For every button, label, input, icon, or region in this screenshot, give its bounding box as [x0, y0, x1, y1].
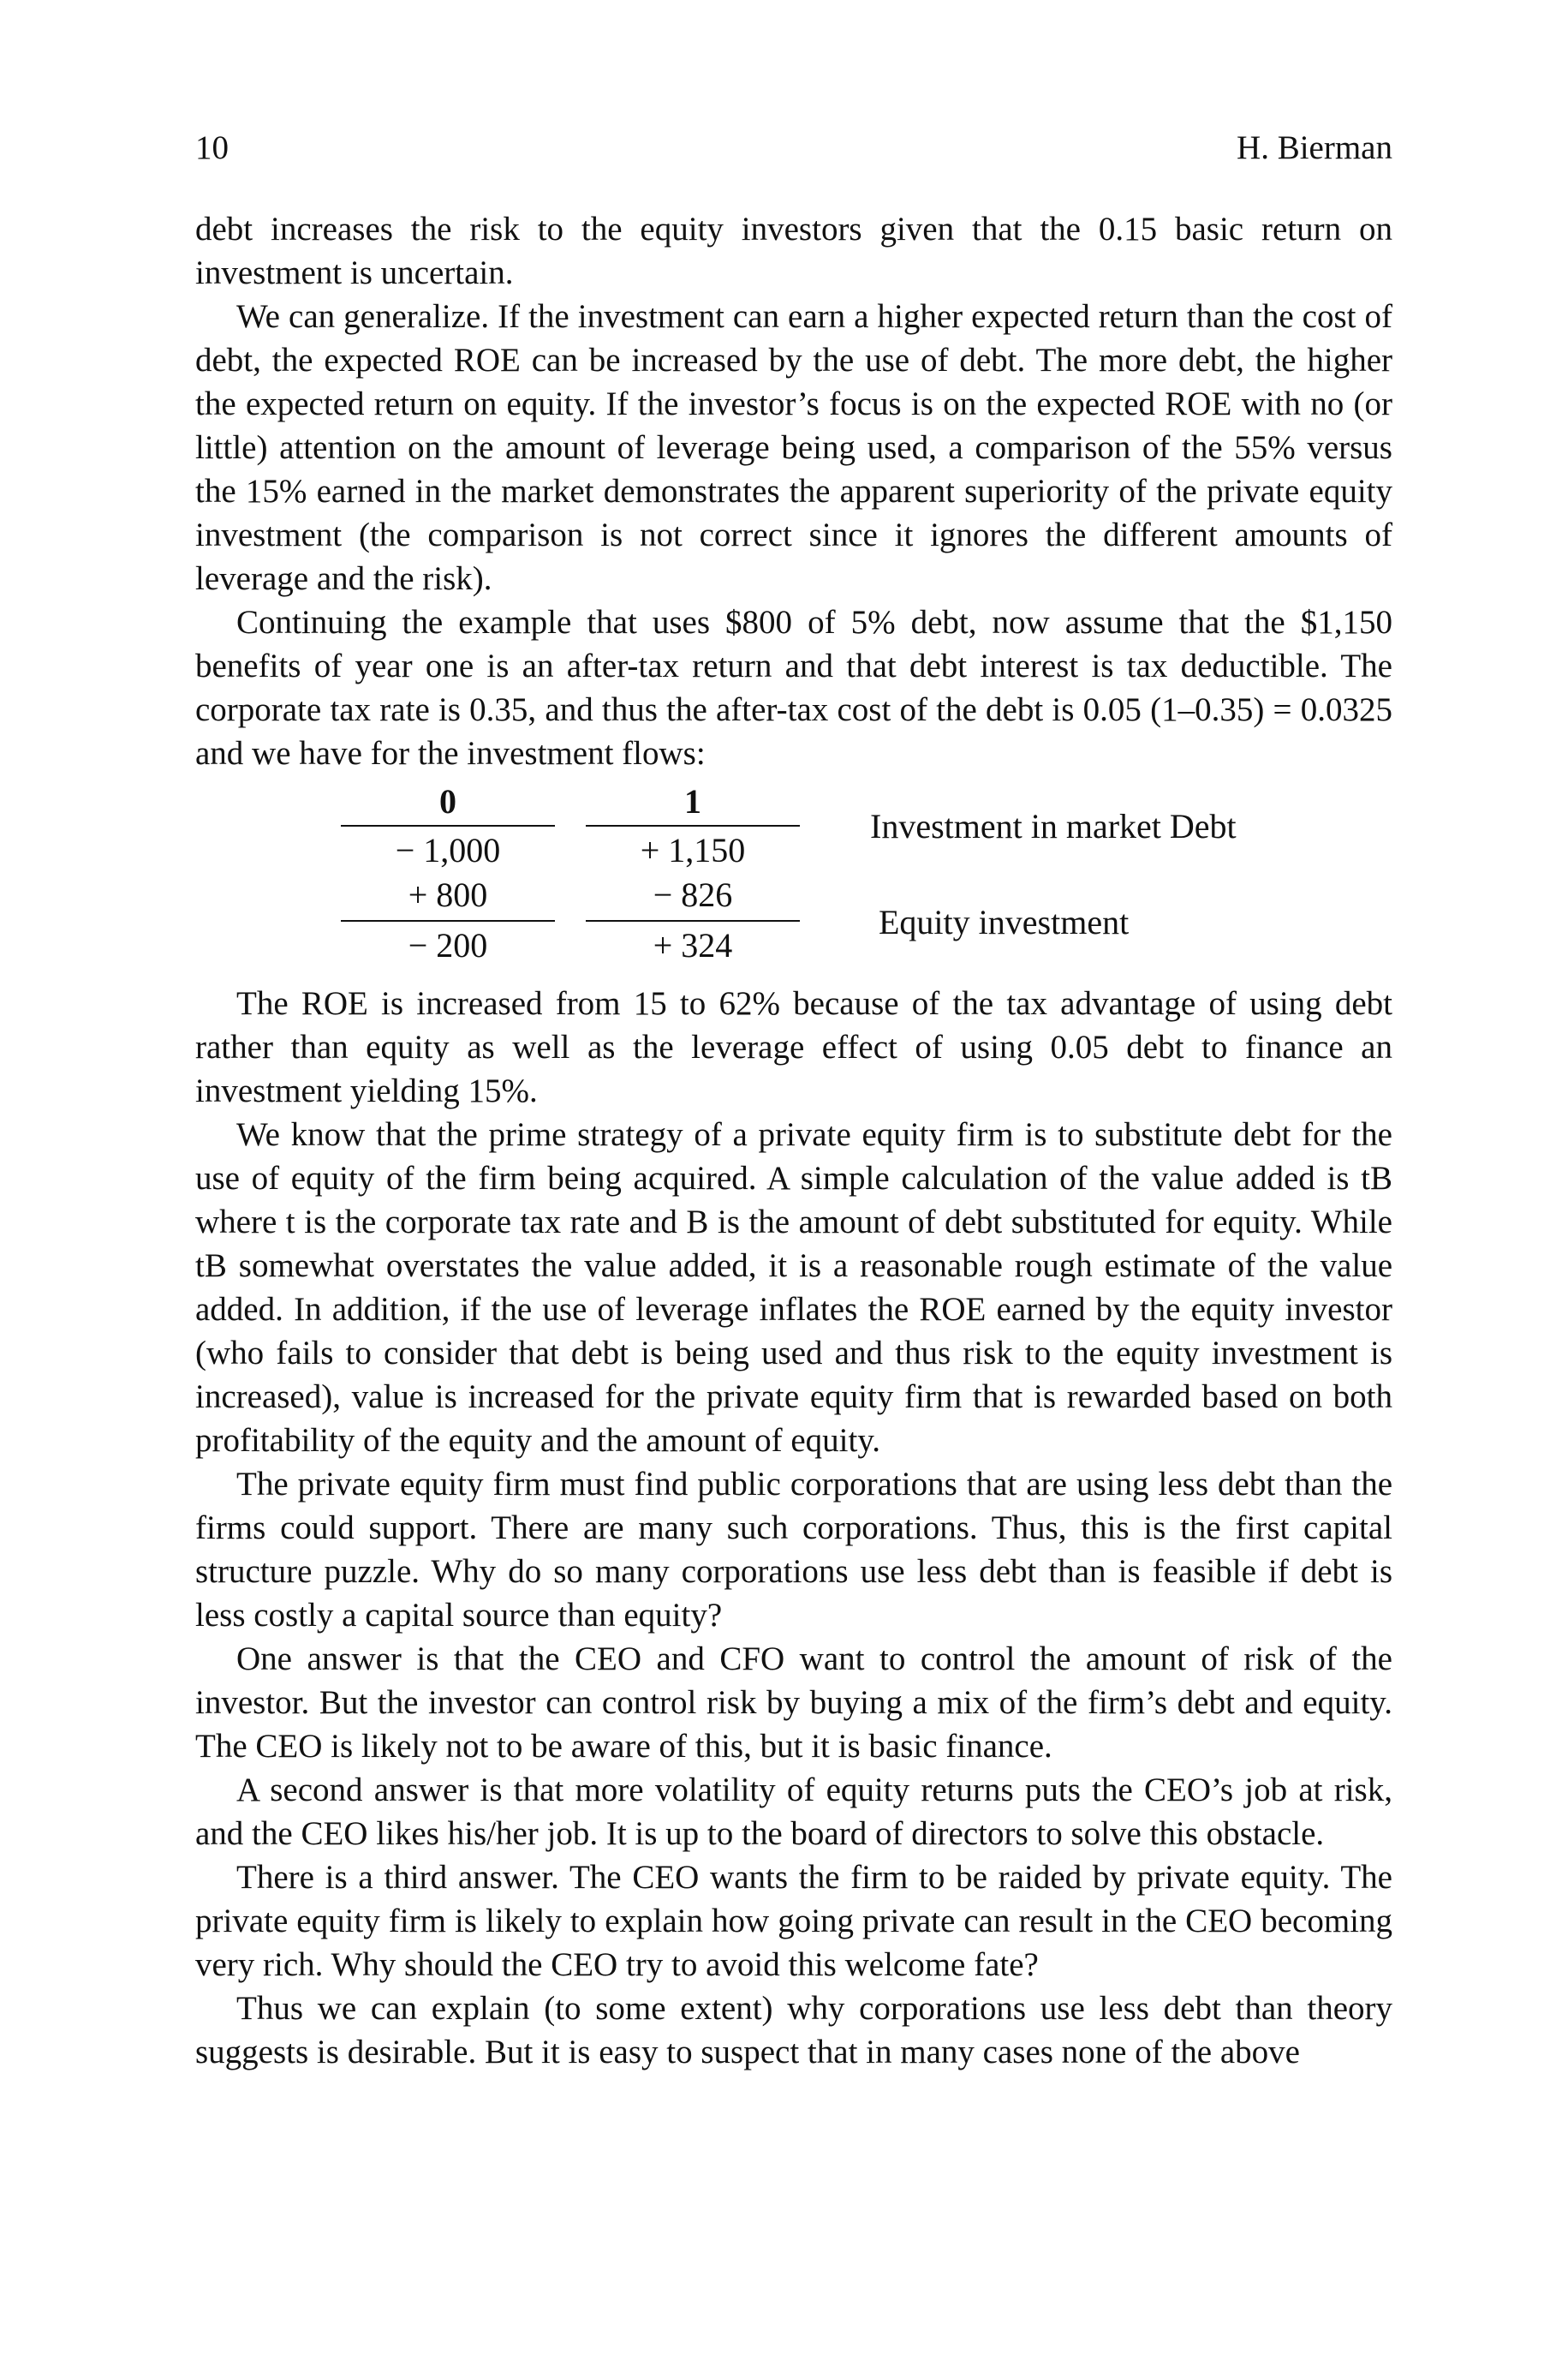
body-text-bottom	[195, 982, 1392, 2074]
column-header-year-0: 0	[439, 782, 456, 821]
table-cell: − 826	[653, 875, 733, 914]
table-label: Equity investment	[879, 903, 1130, 941]
table-cell: − 200	[408, 926, 488, 965]
table-cell: + 1,150	[640, 831, 746, 869]
paragraph: The ROE is increased from 15 to 62% because of the tax advantage of using debt rather than equity as well as the leverage effect of using 0.05 debt to finance an investment yielding 15%.	[195, 985, 1392, 1109]
paragraph: There is a third answer. The CEO wants the firm to be raided by private equity. The private equity firm is likely to explain how going private can result in the CEO becoming very rich. Why should the CEO try to avoid this welcome fate?	[195, 1859, 1392, 1983]
table-rule	[341, 825, 555, 827]
paragraph: We can generalize. If the investment can earn a higher expected return than the cost of debt, the expected ROE can be increased by the use of debt. The more debt, the higher the expected return on equity. If the investor’s focus is on the expected ROE with no (or little) attention on the amount of leverage being used, a comparison of the 55% versus the 15% earned in the market demonstrates the apparent superiority of the private equity investment (the comparison is not correct since it ignores the different amounts of leverage and the risk).	[195, 298, 1392, 597]
table-label: Investment in market Debt	[870, 807, 1237, 845]
paragraph: Thus we can explain (to some extent) why corporations use less debt than theory suggests is desirable. But it is easy to suspect that in many cases none of the above	[195, 1990, 1392, 2070]
column-header-year-1: 1	[684, 782, 701, 821]
paragraph: Continuing the example that uses $800 of 5% debt, now assume that the $1,150 benefits of year one is an after-tax return and that debt interest is tax deductible. The corporate tax rate is 0.35, and thus the after-tax cost of the debt is 0.05 (1–0.35) = 0.0325 and we have for the investment flows:	[195, 604, 1392, 772]
running-head-author: H. Bierman	[1237, 129, 1392, 166]
paragraph: The private equity firm must find public corporations that are using less debt than the firms could support. There are many such corporations. Thus, this is the first capital structure puzzle. Why do so many corporations use less debt than is feasible if debt is less costly a capital source than equity?	[195, 1466, 1392, 1634]
body-text-top	[195, 207, 1392, 775]
table-rule	[586, 825, 800, 827]
page-number: 10	[195, 129, 229, 166]
table-cell: + 800	[408, 875, 488, 914]
table-cell: + 324	[653, 926, 733, 965]
paragraph: We know that the prime strategy of a private equity firm is to substitute debt for the use of equity of the firm being acquired. A simple calculation of the value added is tB where t is the corporate tax rate and B is the amount of debt substituted for equity. While tB somewhat overstates the value added, it is a reasonable rough estimate of the value added. In addition, if the use of leverage inflates the ROE earned by the equity investor (who fails to consider that debt is being used and thus risk to the equity investment is increased), value is increased for the private equity firm that is rewarded based on both profitability of the equity and the amount of equity.	[195, 1116, 1392, 1459]
paragraph: debt increases the risk to the equity investors given that the 0.15 basic return on investment is uncertain.	[195, 211, 1392, 291]
table-cell: − 1,000	[395, 831, 501, 869]
paragraph: One answer is that the CEO and CFO want to control the amount of risk of the investor. But the investor can control risk by buying a mix of the firm’s debt and equity. The CEO is likely not to be aware of this, but it is basic finance.	[195, 1640, 1392, 1765]
paragraph: A second answer is that more volatility of equity returns puts the CEO’s job at risk, and the CEO likes his/her job. It is up to the board of directors to solve this obstacle.	[195, 1772, 1392, 1852]
table-rule	[341, 920, 555, 922]
table-rule	[586, 920, 800, 922]
